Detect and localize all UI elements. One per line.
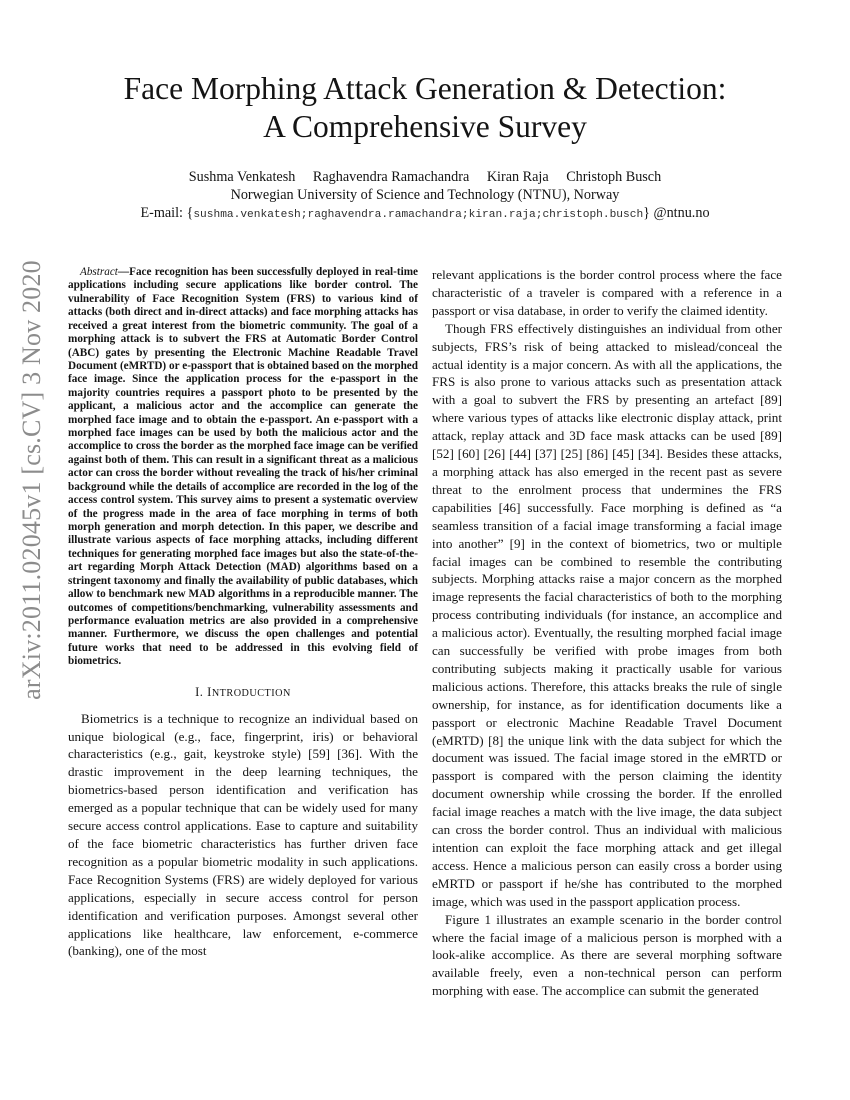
arxiv-identifier: arXiv:2011.02045v1 [cs.CV] 3 Nov 2020 — [17, 260, 47, 700]
section-title-rest: NTRODUCTION — [211, 687, 291, 699]
right-column — [432, 266, 782, 1000]
arxiv-side-stamp — [0, 260, 64, 700]
paper-title — [60, 70, 790, 146]
left-column — [68, 266, 418, 960]
affiliation: Norwegian University of Science and Technology (NTNU), Norway — [230, 187, 620, 203]
title-line-2: A Comprehensive Survey — [263, 109, 587, 144]
email-line — [60, 204, 790, 224]
body-paragraph: relevant applications is the border control process where the face characteristic of a traveler is compared with a reference in a passport or visa database, in order to verify the claimed identity. — [432, 267, 782, 318]
section-title-first: I — [207, 684, 212, 699]
abstract-text: —Face recognition has been successfully deployed in real-time applications including secure applications like border control. The vulnerability of Face Recognition System (FRS) to various kind of attacks (both direct and in-direct attacks) and face morphing attacks has received a great interest from the biometric community. The goal of a morphing attack is to subvert the FRS at Automatic Border Control (ABC) gates by presenting the Electronic Machine Readable Travel Document (eMRTD) or e-passport that is obtained based on the morphed face image. Since the application process for the e-passport in the majority countries requires a passport photo to be presented by the applicant, a malicious actor and the accomplice can generate the morphed face image and to obtain the e-passport. An e-passport with a morphed face images can be used by both the malicious actor and the accomplice to cross the border as the morphed face image can be verified against both of them. This can result in a significant threat as a malicious actor can cross the border without revealing the track of his/her criminal background while the details of accomplice are recorded in the log of the access control system. This survey aims to present a systematic overview of the progress made in the area of face morphing in terms of both morph generation and morph detection. In this paper, we describe and illustrate various aspects of face morphing attacks, including different techniques for generating morphed face images but also the state-of-the-art regarding Morph Attack Detection (MAD) algorithms based on a stringent taxonomy and finally the availability of public databases, which allow to benchmark new MAD algorithms in a reproducible manner. The outcomes of competitions/benchmarking, vulnerability assessments and performance evaluation metrics are also provided in a comprehensive manner. Furthermore, we discuss the open challenges and potential future works that need to be addressed in this evolving field of biometrics. — [68, 266, 418, 668]
author-name: Raghavendra Ramachandra — [312, 169, 470, 185]
section-heading — [68, 684, 418, 702]
section-number: I. — [195, 684, 204, 699]
body-paragraph: Though FRS effectively distinguishes an individual from other subjects, FRS’s risk of being attacked to mislead/conceal the actual identity is a major concern. As with all the applications, the FRS is also prone to various attacks such as presentation attack with a goal to subvert the FRS by presenting an artefact [89] where various types of attacks like electronic display attack, print attack, replay attack and 3D face mask attacks can be used [89] [52] [60] [26] [44] [37] [25] [86] [45] [34]. Besides these attacks, a morphing attack has also emerged in the recent past as severe threat to the enrolment process that undermines the FRS capabilities [46] successfully. Face morphing is defined as “a seamless transition of a facial image transforming a facial image into another” [9] in the context of biometrics, two or multiple facial images can be combined to resemble the contributing subjects. Morphing attacks raise a major concern as the morphed image represents the facial characteristics of both to the morphing process contributing individuals (for instance, an accomplice and a malicious actor). Eventually, the resulting morphed facial image can successfully be verified with probe images from both contributing subjects making it practically usable for various malicious actions. Therefore, this attacks breaks the rule of single ownership, for instance, as for identification documents like a passport or electronic Machine Readable Travel Document (eMRTD) [8] the unique link with the data subject for which the document was issued. The facial image stored in the eMRTD or passport is compared with the person claiming the identity document ownership while crossing the border. If the enrolled facial image reaches a match with the live image, the data subject can cross the border control. Thus an individual with malicious intention can exploit the face morphing attack and get illegal access. Hence a malicious person can easily cross a border using eMRTD or passport if he/she has contributed to the morphed image, which was used in the passport application process. — [432, 320, 782, 909]
intro-paragraph: Biometrics is a technique to recognize an individual based on unique biological (e.g., face, fingerprint, iris) or behavioral characteristics (e.g., gait, keystroke style) [59] [36]. With the drastic improvement in the deep learning techniques, the biometrics-based person identification and verification has emerged as a popular technique that can be widely used for many secure access control applications. Ease to capture and suitability of the face biometric characteristics has further driven face recognition as a popular biometric modality in such applications. Face Recognition Systems (FRS) are widely deployed for various applications, especially in secure access control for person identification and verification purposes. Amongst several other applications like healthcare, law enforcement, e-commerce (banking), one of the most — [68, 710, 418, 959]
abstract-label: Abstract — [80, 266, 118, 278]
email-handles: sushma.venkatesh;raghavendra.ramachandra;kiran.raja;christoph.busch — [193, 209, 644, 221]
author-name: Kiran Raja — [486, 169, 549, 185]
email-prefix: E-mail: { — [140, 205, 194, 221]
body-paragraph: Figure 1 illustrates an example scenario in the border control where the facial image of a malicious person is morphed with a look-alike accomplice. As there are several morphing software available freely, even a non-technical person can perform morphing with ease. The accomplice can submit the generated — [432, 911, 782, 999]
author-list — [60, 168, 790, 186]
author-name: Sushma Venkatesh — [188, 169, 296, 185]
email-suffix: } @ntnu.no — [643, 205, 710, 221]
abstract — [68, 266, 418, 669]
author-name: Christoph Busch — [566, 169, 662, 185]
title-line-1: Face Morphing Attack Generation & Detection: — [123, 71, 727, 106]
